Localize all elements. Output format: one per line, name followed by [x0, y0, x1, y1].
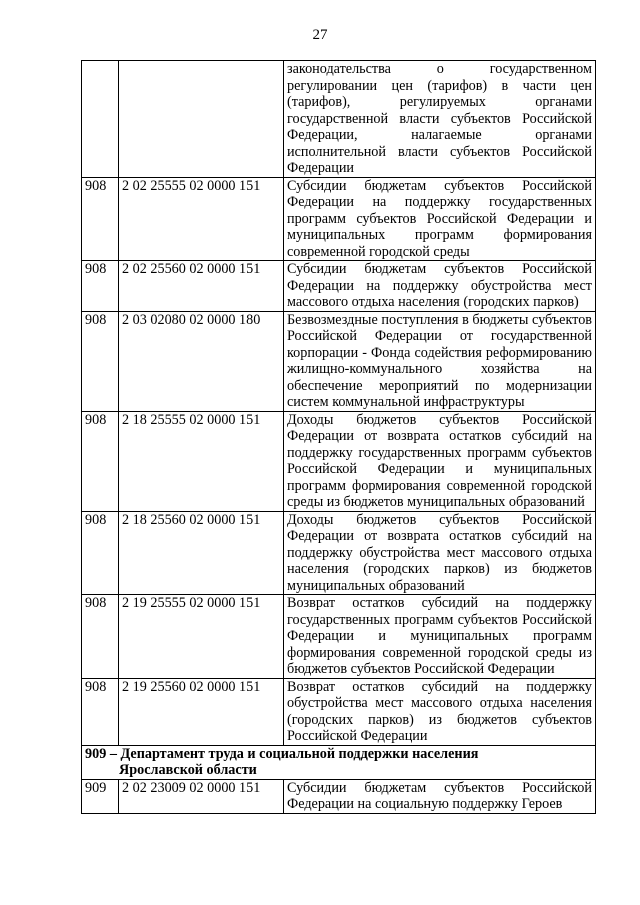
admin-code-cell: 908	[82, 595, 119, 679]
section-header-row	[82, 745, 596, 779]
table-row	[82, 311, 596, 411]
admin-code-cell: 908	[82, 311, 119, 411]
section-title-line2: Ярославской области	[119, 762, 257, 778]
description-cell: Доходы бюджетов субъектов Российской Федерации от возврата остатков субсидий на поддержку государственных программ субъектов Российской Федерации и муниципальных программ формирования современной городской среды из бюджетов муниципальных образований	[284, 411, 596, 511]
kbk-code-cell: 2 19 25555 02 0000 151	[119, 595, 284, 679]
kbk-code-cell: 2 02 25555 02 0000 151	[119, 177, 284, 261]
table-row	[82, 177, 596, 261]
description-cell: Субсидии бюджетам субъектов Российской Федерации на поддержку государственных программ субъектов Российской Федерации и муниципальных программ формирования современной городской среды	[284, 177, 596, 261]
admin-code-cell: 908	[82, 261, 119, 312]
table-row	[82, 779, 596, 813]
admin-code-cell: 908	[82, 511, 119, 595]
section-title-line1: 909 – Департамент труда и социальной поддержки населения	[85, 745, 479, 762]
table-row	[82, 595, 596, 679]
table-row	[82, 61, 596, 178]
kbk-code-cell: 2 02 23009 02 0000 151	[119, 779, 284, 813]
description-cell: Доходы бюджетов субъектов Российской Федерации от возврата остатков субсидий на поддержку обустройства мест массового отдыха населения (городских парков) из бюджетов муниципальных образований	[284, 511, 596, 595]
kbk-code-cell: 2 19 25560 02 0000 151	[119, 678, 284, 745]
admin-code-cell: 908	[82, 411, 119, 511]
table-row	[82, 261, 596, 312]
description-cell: законодательства о государственном регулировании цен (тарифов) в части цен (тарифов), регулируемых органами государственной власти субъектов Российской Федерации, налагаемые органами исполнительной власти субъектов Российской Федерации	[284, 61, 596, 178]
admin-code-cell: 908	[82, 177, 119, 261]
description-cell: Возврат остатков субсидий на поддержку государственных программ субъектов Российской Федерации и муниципальных программ формирования современной городской среды из бюджетов субъектов Российской Федерации	[284, 595, 596, 679]
kbk-code-cell	[119, 61, 284, 178]
admin-code-cell	[82, 61, 119, 178]
admin-code-cell: 909	[82, 779, 119, 813]
kbk-code-cell: 2 18 25555 02 0000 151	[119, 411, 284, 511]
kbk-code-cell: 2 03 02080 02 0000 180	[119, 311, 284, 411]
page-number: 27	[312, 27, 328, 43]
admin-code-cell: 908	[82, 678, 119, 745]
table-row	[82, 678, 596, 745]
section-header-909	[82, 745, 596, 779]
table-row	[82, 411, 596, 511]
description-cell: Безвозмездные поступления в бюджеты субъектов Российской Федерации от государственной корпорации - Фонда содействия реформированию жилищно-коммунального хозяйства на обеспечение мероприятий по модернизации систем коммунальной инфраструктуры	[284, 311, 596, 411]
kbk-code-cell: 2 02 25560 02 0000 151	[119, 261, 284, 312]
description-cell: Возврат остатков субсидий на поддержку обустройства мест массового отдыха населения (городских парков) из бюджетов субъектов Российской Федерации	[284, 678, 596, 745]
revenue-code-table	[81, 60, 596, 814]
kbk-code-cell: 2 18 25560 02 0000 151	[119, 511, 284, 595]
table-row	[82, 511, 596, 595]
description-cell: Субсидии бюджетам субъектов Российской Федерации на поддержку обустройства мест массового отдыха населения (городских парков)	[284, 261, 596, 312]
description-cell: Субсидии бюджетам субъектов Российской Федерации на социальную поддержку Героев	[284, 779, 596, 813]
